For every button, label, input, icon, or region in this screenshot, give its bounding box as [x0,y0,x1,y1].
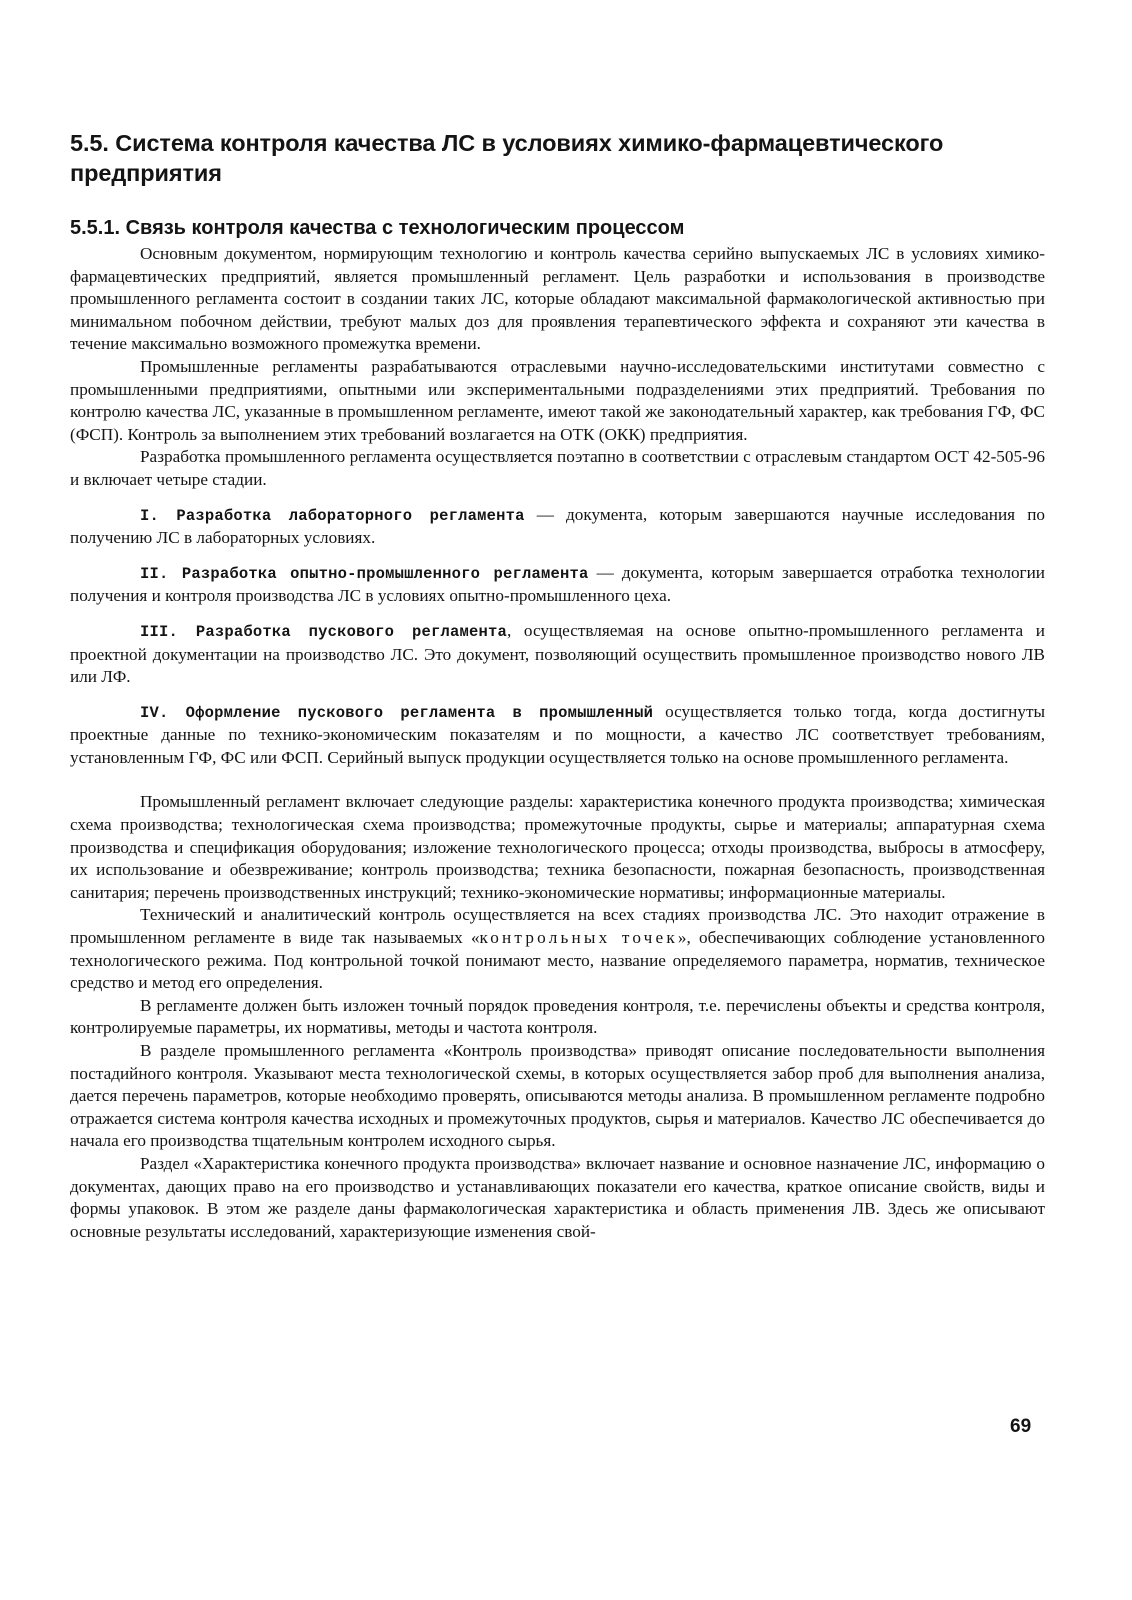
stage-3-title: III. Разработка пускового регламента [140,622,508,641]
control-points-term: контрольных точек [479,928,678,948]
section-heading: 5.5. Система контроля качества ЛС в условиях химико-фармацевтического предприятия [70,130,944,186]
paragraph-production-control: В разделе промышленного регламента «Контроль производства» приводят описание последовательности выполнения постадийного контроля. Указывают места технологической схемы, в которых осуществляется забор проб для выполнения анализа, дается перечень параметров, которые необходимо проверять, описываются методы анализа. В промышленном регламенте подробно отражается система контроля качества исходных и промежуточных продуктов, сырья и материалов. Качество ЛС обеспечивается до начала его производства тщательным контролем исходного сырья. [70,1041,1045,1151]
stage-1-title: I. Разработка лабораторного регламента [140,506,525,525]
stage-3 [70,620,1045,689]
paragraph-final-product: Раздел «Характеристика конечного продукта производства» включает название и основное назначение ЛС, информацию о документах, дающих право на его производство и устанавливающих показатели его качества, краткое описание свойств, виды и формы упаковок. В этом же разделе даны фармакологическая характеристика и область применения ЛВ. Здесь же описывают основные результаты исследований, характеризующие изменения свой- [70,1153,1045,1241]
stage-1-text: — документа, которым завершаются научные исследования по получению ЛС в лабораторных условиях. [70,504,1045,548]
control-points-text-before: Технический и аналитический контроль осуществляется на всех стадиях производства ЛС. Это находит отражение в промышленном регламенте в виде так называемых « [70,905,1045,948]
paragraph-regulation-sections: Промышленный регламент включает следующие разделы: характеристика конечного продукта производства; химическая схема производства; технологическая схема производства; промежуточные продукты, сырье и материалы; аппаратурная схема производства и спецификация оборудования; изложение технологического процесса; отходы производства, выбросы в атмосферу, их использование и обезвреживание; контроль производства; техника безопасности, пожарная безопасность, производственная санитария; перечень производственных инструкций; технико-экономические нормативы; информационные материалы. [70,792,1045,902]
stage-2-text: — документа, которым завершается отработка технологии получения и контроля производства ЛС в условиях опытно-промышленного цеха. [70,562,1045,606]
control-points-text-after: », обеспечивающих соблюдение установленного технологического режима. Под контрольной точкой понимают место, название определяемого параметра, норматив, техническое средство и метод его определения. [70,928,1045,993]
stage-4-title: IV. Оформление пускового регламента в промышленный [140,703,654,722]
stage-4 [70,701,1045,770]
paragraph-control-points [70,904,1045,994]
paragraph-regulations-development: Промышленные регламенты разрабатываются отраслевыми научно-исследовательскими институтами совместно с промышленными предприятиями, опытными или экспериментальными подразделениями этих предприятий. Требования по контролю качества ЛС, указанные в промышленном регламенте, имеют такой же законодательный характер, как требования ГФ, ФС (ФСП). Контроль за выполнением этих требований возлагается на ОТК (ОКК) предприятия. [70,356,1045,444]
stage-4-text: осуществляется только тогда, когда достигнуты проектные данные по технико-экономическим показателям и по мощности, а качество ЛС соответствует требованиям, установленным ГФ, ФС или ФСП. Серийный выпуск продукции осуществляется только на основе промышленного регламента. [70,701,1045,767]
stage-2 [70,562,1045,608]
paragraph-main-document: Основным документом, нормирующим технологию и контроль качества серийно выпускаемых ЛС в условиях химико-фармацевтических предприятий, является промышленный регламент. Цель разработки и использования в производстве промышленного регламента состоит в создании таких ЛС, которые обладают максимальной фармакологической активностью при минимальном побочном действии, требуют малых доз для проявления терапевтического эффекта и сохраняют эти качества в течение максимально возможного промежутка времени. [70,244,1045,354]
stage-3-text: , осуществляемая на основе опытно-промышленного регламента и проектной документации на производство ЛС. Это документ, позволяющий осуществить промышленное производство нового ЛВ или ЛФ. [70,620,1045,687]
page-number: 69 [1010,1416,1032,1437]
stage-1 [70,504,1045,550]
stage-2-title: II. Разработка опытно-промышленного регламента [140,564,589,583]
page-content [70,128,1045,1243]
paragraph-control-procedure: В регламенте должен быть изложен точный порядок проведения контроля, т.е. перечислены объекты и средства контроля, контролируемые параметры, их нормативы, методы и частота контроля. [70,995,1045,1038]
paragraph-stages-intro: Разработка промышленного регламента осуществляется поэтапно в соответствии с отраслевым стандартом ОСТ 42-505-96 и включает четыре стадии. [70,447,1045,489]
subsection-heading: 5.5.1. Связь контроля качества с технологическим процессом [70,217,685,239]
